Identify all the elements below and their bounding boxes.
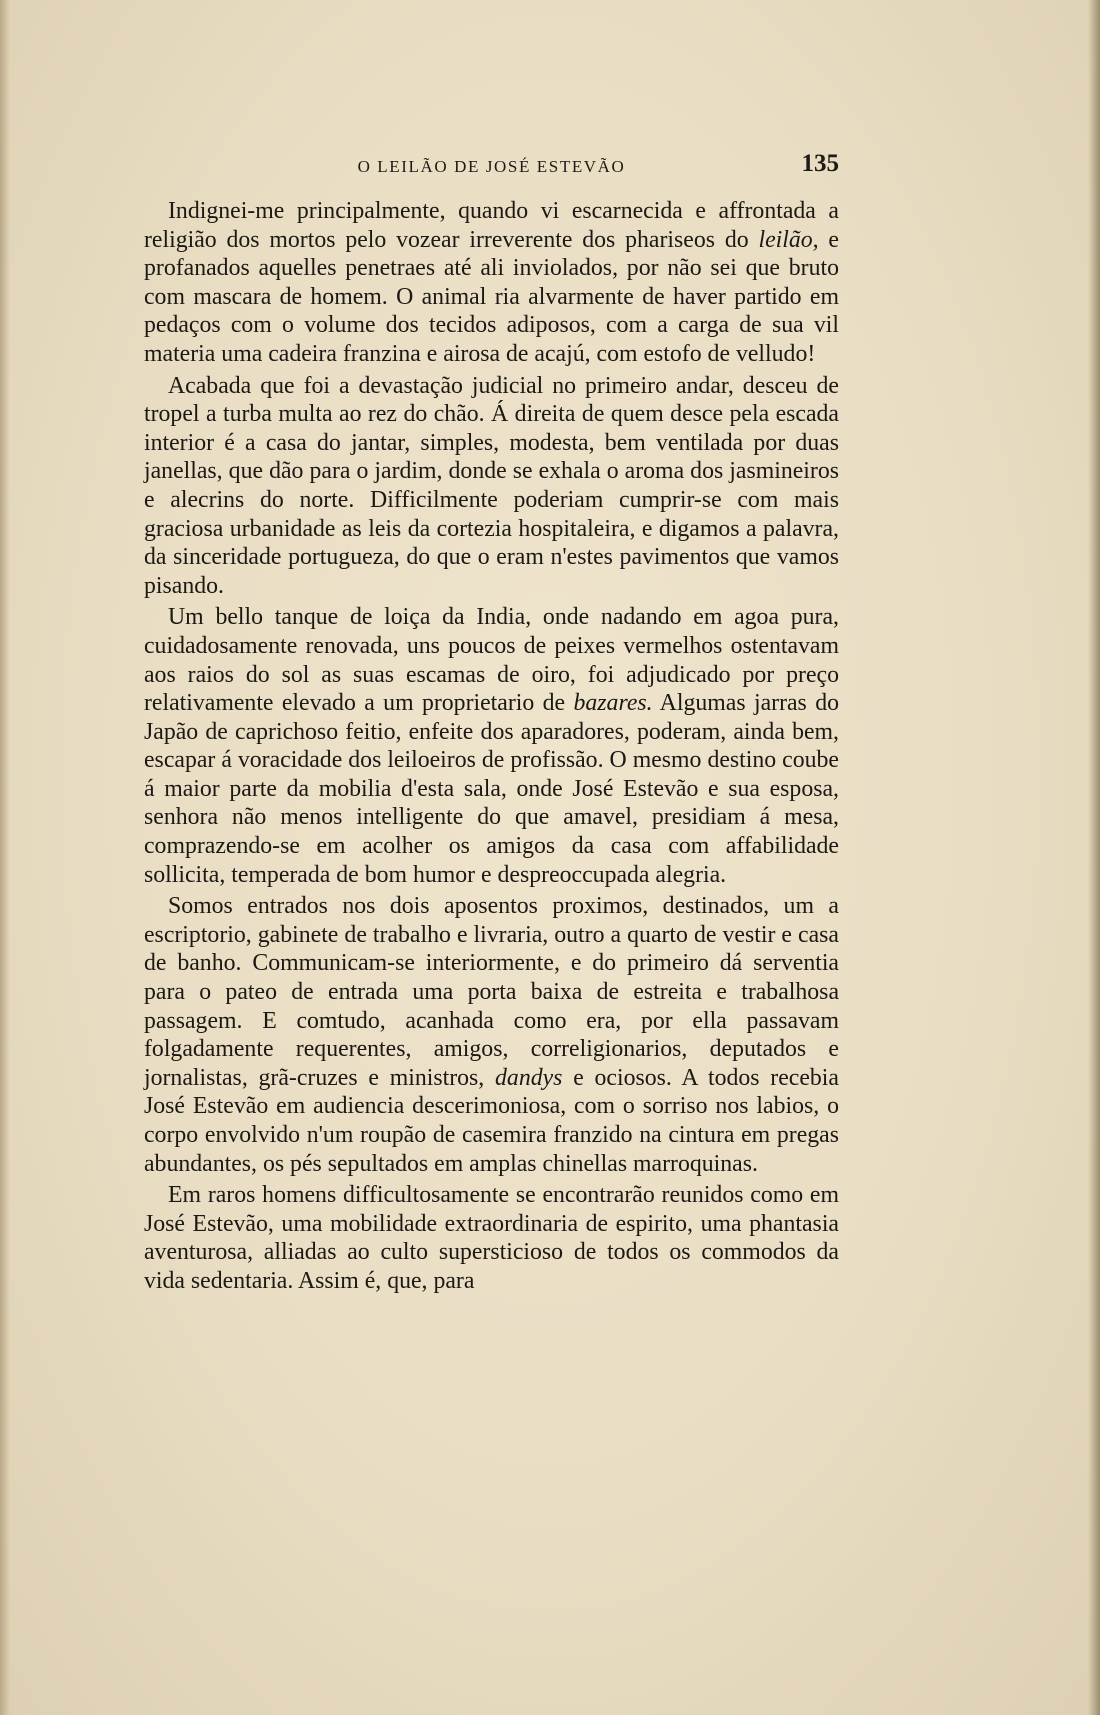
paragraph-3 bbox=[144, 603, 839, 889]
paragraph-1 bbox=[144, 197, 839, 369]
paragraph-1-text-b: e profanados aquelles penetraes até ali inviolados, por não sei que bruto com mascara de homem. O animal ria alvarmente de haver partido em pedaços com o volume dos tecidos adiposos, com a carga de sua vil materia uma cadeira franzina e airosa de acajú, com estofo de velludo! bbox=[144, 226, 839, 367]
paragraph-2: Acabada que foi a devastação judicial no primeiro andar, desceu de tropel a turba multa ao rez do chão. Á direita de quem desce pela escada interior é a casa do jantar, simples, modesta, bem ventilada por duas janellas, que dão para o jardim, donde se exhala o aroma dos jasmineiros e alecrins do norte. Difficilmente poderiam cumprir-se com mais graciosa urbanidade as leis da cortezia hospitaleira, e digamos a palavra, da sinceridade portugueza, do que o eram n'estes pavimentos que vamos pisando. bbox=[144, 372, 839, 599]
paragraph-4-italic: dandys bbox=[495, 1064, 563, 1091]
paragraph-1-text-a: Indignei-me principalmente, quando vi escarnecida e affrontada a religião dos mortos pelo vozear irreverente dos phariseos do bbox=[144, 198, 839, 253]
paragraph-4 bbox=[144, 892, 839, 1178]
paragraph-4-text-b: e ociosos. A todos recebia José Estevão em audiencia descerimoniosa, com o sorriso nos labios, o corpo envolvido n'um roupão de casemira franzido na cintura em pregas abundantes, os pés sepultados em amplas chinellas marroquinas. bbox=[144, 1064, 839, 1177]
page-edge-left bbox=[0, 0, 10, 1715]
paragraph-3-text-b: Algumas jarras do Japão de caprichoso feitio, enfeite dos aparadores, poderam, ainda bem, escapar á voracidade dos leiloeiros de profissão. O mesmo destino coube á maior parte da mobilia d'esta sala, onde José Estevão e sua esposa, senhora não menos intelligente do que amavel, presidiam á mesa, comprazendo-se em acolher os amigos da casa com affabilidade sollicita, temperada de bom humor e despreoccupada alegria. bbox=[144, 690, 839, 888]
running-title: O LEILÃO DE JOSÉ ESTEVÃO bbox=[357, 157, 626, 176]
page-edge-right bbox=[1088, 0, 1100, 1715]
paragraph-1-italic: leilão, bbox=[758, 226, 819, 253]
paragraph-5: Em raros homens difficultosamente se encontrarão reunidos como em José Estevão, uma mobilidade extraordinaria de espirito, uma phantasia aventurosa, alliadas ao culto supersticioso de todos os commodos da vida sedentaria. Assim é, que, para bbox=[144, 1182, 839, 1294]
paragraph-3-italic: bazares. bbox=[573, 690, 653, 717]
page-header bbox=[144, 150, 839, 184]
paragraph-4-text-a: Somos entrados nos dois aposentos proximos, destinados, um a escriptorio, gabinete de trabalho e livraria, outro a quarto de vestir e casa de banho. Communicam-se interiormente, e do primeiro dá serventia para o pateo de entrada uma porta baixa de estreita e trabalhosa passagem. E comtudo, acanhada como era, por ella passavam folgadamente requerentes, amigos, correligionarios, deputados e jornalistas, grã-cruzes e ministros, bbox=[144, 893, 839, 1091]
paragraph-3-text-a: Um bello tanque de loiça da India, onde nadando em agoa pura, cuidadosamente renovada, uns poucos de peixes vermelhos ostentavam aos raios do sol as suas escamas de oiro, foi adjudicado por preço relativamente elevado a um proprietario de bbox=[144, 604, 839, 717]
page-number: 135 bbox=[801, 150, 839, 177]
body-text bbox=[144, 197, 839, 1299]
